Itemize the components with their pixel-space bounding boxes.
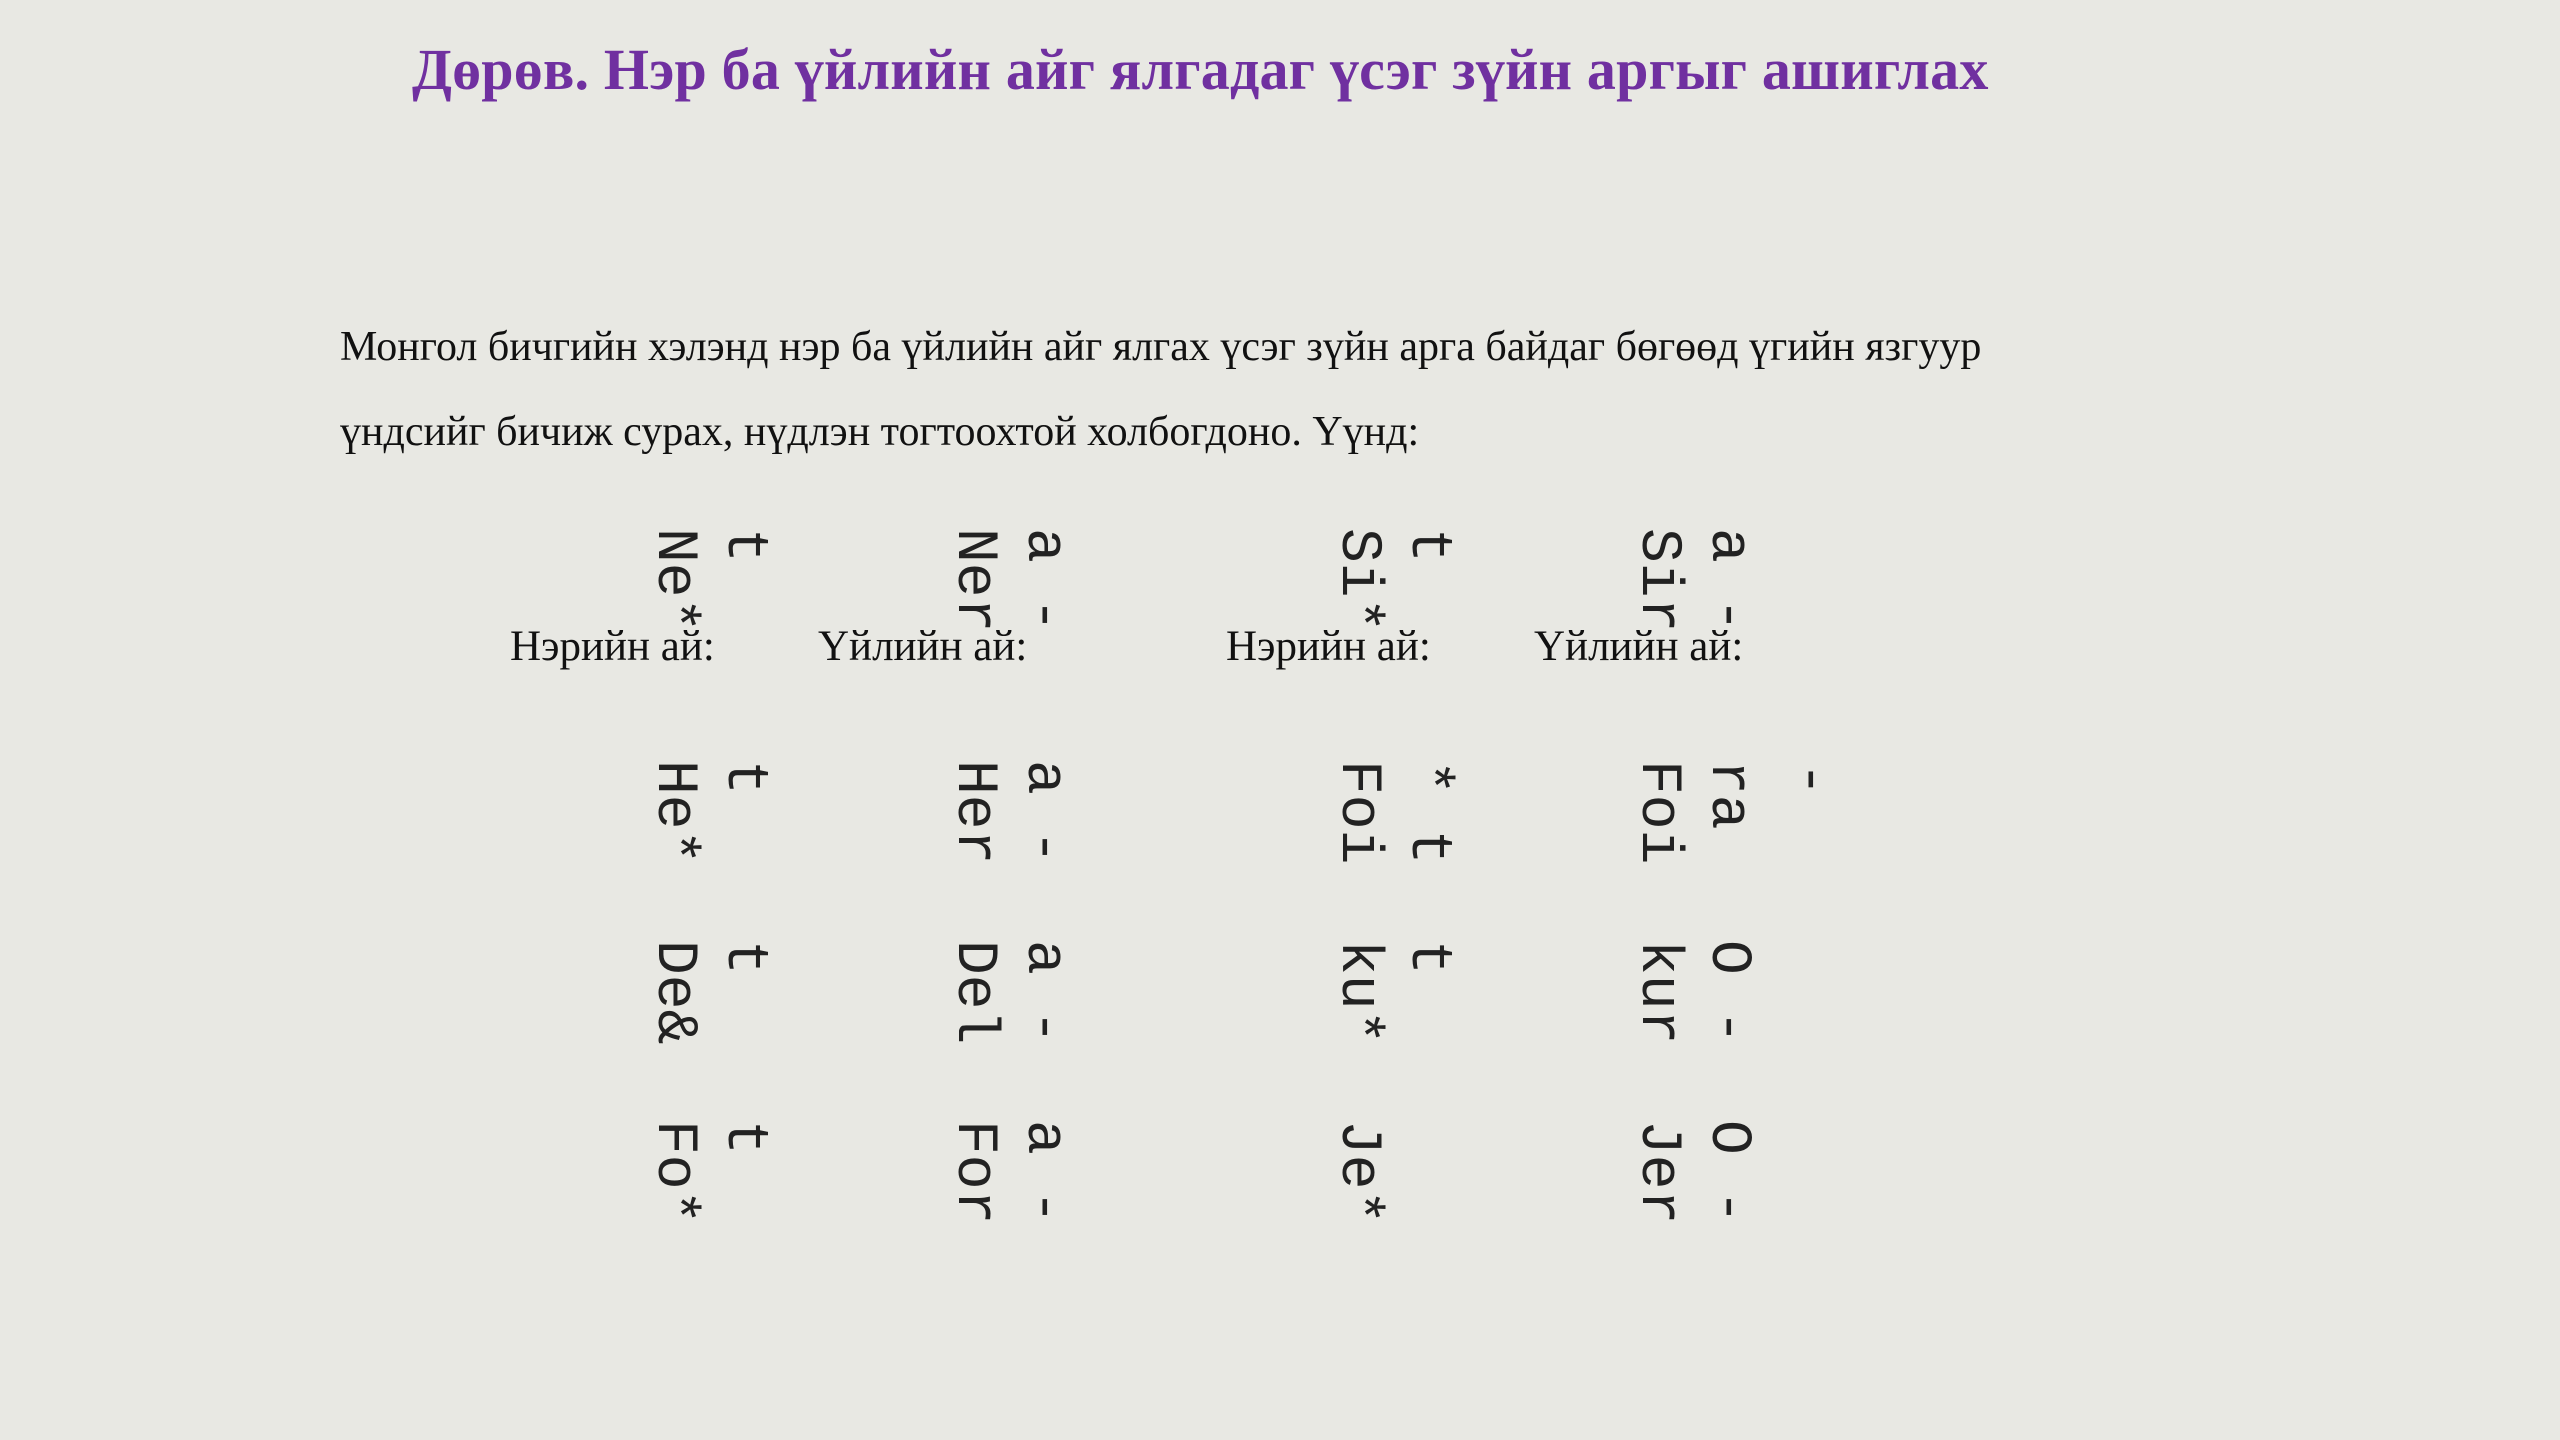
mongol-suffix-verb-1-3: a - [1011, 940, 1076, 1045]
mongol-word-verb-1-4: For [941, 1120, 1006, 1225]
mongol-word-verb-1-2: Her [941, 760, 1006, 865]
mongol-suffix-name-2-3: t [1395, 940, 1460, 975]
label-name-1: Нэрийн ай: [510, 623, 715, 670]
mongol-word-name-2-1: Si* [1325, 528, 1390, 633]
mongol-word-verb-2-3: kur [1625, 940, 1690, 1045]
label-verb-1: Үйлийн ай: [818, 623, 1028, 670]
mongol-suffix-verb-2-4: O - [1695, 1120, 1760, 1225]
mongol-word-verb-1-3: Del [941, 940, 1006, 1045]
mongol-suffix-verb-2-1: a - [1695, 528, 1760, 633]
mongol-suffix-verb-2-2: ra [1695, 760, 1760, 830]
mongol-suffix-verb-2-3: O - [1695, 940, 1760, 1045]
mongol-word-name-1-2: He* [641, 760, 706, 865]
intro-line-1: Монгол бичгийн хэлэнд нэр ба үйлийн айг ялгах үсэг зүйн арга байдаг бөгөөд үгийн язгуур [340, 324, 1982, 370]
mongol-word-name-2-2: Foi [1325, 760, 1390, 865]
label-verb-2: Үйлийн ай: [1534, 623, 1744, 670]
slide-title: Дөрөв. Нэр ба үйлийн айг ялгадаг үсэг зүйн аргыг ашиглах [412, 37, 1989, 102]
mongol-word-verb-1-1: Ner [941, 528, 1006, 633]
mongol-word-verb-2-1: Sir [1625, 528, 1690, 633]
intro-line-2: үндсийг бичиж сурах, нүдлэн тогтоохтой холбогдоно. Үүнд: [340, 409, 1420, 455]
mongol-suffix-name-2-2: * t [1395, 760, 1460, 865]
mongol-suffix-verb-1-4: a - [1011, 1120, 1076, 1225]
mongol-suffix-verb-1-2: a - [1011, 760, 1076, 865]
mongol-word-verb-2-4: Jer [1625, 1120, 1690, 1225]
mongol-suffix-name-1-4: t [711, 1120, 776, 1155]
mongol-word-name-1-3: De& [641, 940, 706, 1045]
mongol-word-name-2-4: Je* [1325, 1120, 1390, 1225]
mongol-suffix-name-1-2: t [711, 760, 776, 795]
mongol-word-verb-2-2: Foi [1625, 760, 1690, 865]
mongol-word-name-1-4: Fo* [641, 1120, 706, 1225]
mongol-extra-verb-2-2: - [1777, 762, 1842, 797]
label-name-2: Нэрийн ай: [1226, 623, 1431, 670]
mongol-suffix-verb-1-1: a - [1011, 528, 1076, 633]
mongol-suffix-name-2-1: t [1395, 528, 1460, 563]
intro-paragraph [340, 305, 2340, 475]
mongol-word-name-1-1: Ne* [641, 528, 706, 633]
mongol-suffix-name-1-1: t [711, 528, 776, 563]
mongol-suffix-name-1-3: t [711, 940, 776, 975]
mongol-word-name-2-3: ku* [1325, 940, 1390, 1045]
